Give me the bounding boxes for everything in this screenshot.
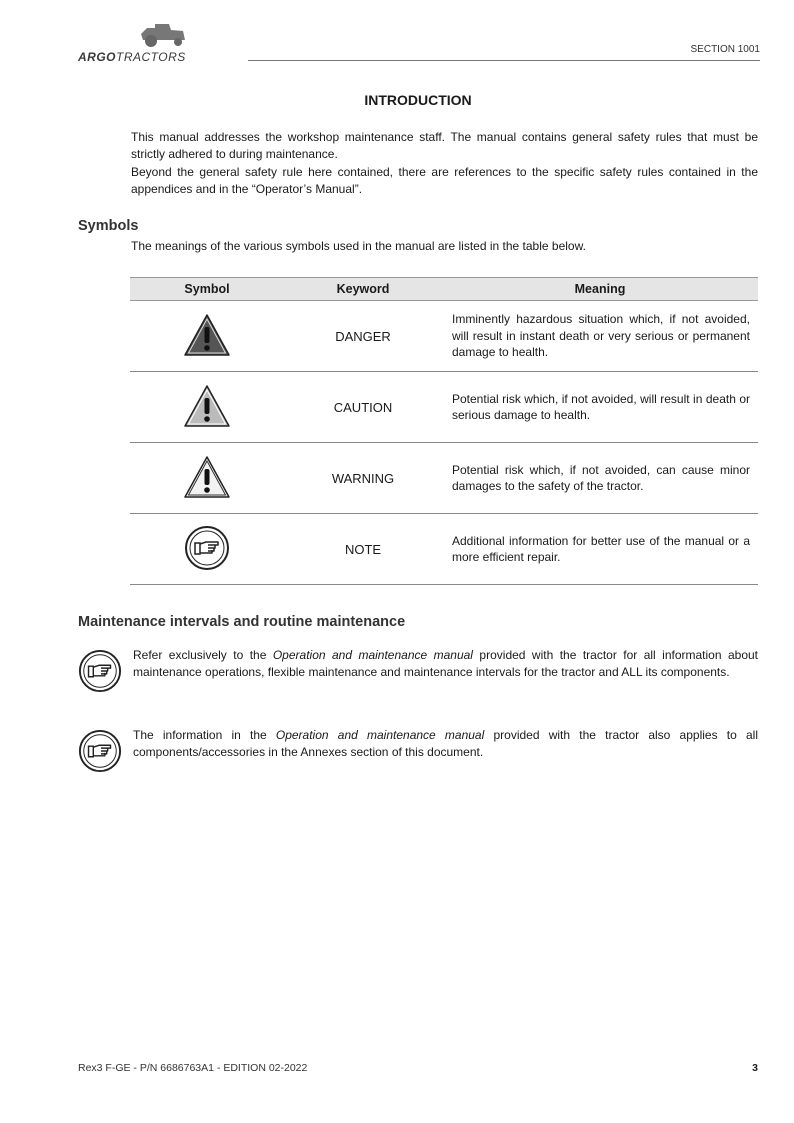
meaning-cell: Imminently hazardous situation which, if not avoided, will result in instant death or very serious or permanent damage to health.	[442, 301, 758, 372]
maintenance-note-1	[78, 647, 758, 681]
table-row	[130, 443, 758, 514]
argo-tractors-logo	[78, 22, 198, 64]
note-text-italic: Operation and maintenance manual	[272, 648, 473, 662]
note-text-italic: Operation and maintenance manual	[275, 728, 485, 742]
table-row	[130, 514, 758, 585]
warning-triangle-icon	[183, 455, 231, 499]
tractor-logo-icon	[133, 22, 193, 48]
keyword-cell: NOTE	[284, 514, 442, 585]
intro-paragraph-2: Beyond the general safety rule here contained, there are references to the specific safety rules contained in the appendices and in the “Operator’s Manual”.	[131, 165, 758, 196]
logo-bold-text: ARGO	[78, 50, 116, 64]
page-header	[78, 22, 760, 64]
intro-paragraph-1: This manual addresses the workshop maintenance staff. The manual contains general safety rules that must be strictly adhered to during maintenance.	[131, 130, 758, 161]
maintenance-heading: Maintenance intervals and routine maintenance	[78, 614, 406, 630]
note-hand-icon	[184, 525, 230, 571]
keyword-cell: CAUTION	[284, 372, 442, 443]
maintenance-note-2	[78, 727, 758, 761]
logo-rest-text: TRACTORS	[116, 50, 186, 64]
symbols-description: The meanings of the various symbols used in the manual are listed in the table below.	[131, 239, 586, 253]
note-hand-icon	[78, 729, 122, 773]
meaning-cell: Potential risk which, if not avoided, can cause minor damages to the safety of the tractor.	[442, 443, 758, 514]
column-header-meaning: Meaning	[442, 278, 758, 301]
symbols-heading: Symbols	[78, 218, 139, 234]
table-row	[130, 301, 758, 372]
page-number: 3	[752, 1062, 758, 1074]
meaning-cell: Additional information for better use of the manual or a more efficient repair.	[442, 514, 758, 585]
note-text-pre: Refer exclusively to the	[133, 648, 273, 662]
keyword-cell: DANGER	[284, 301, 442, 372]
symbols-table	[130, 277, 758, 585]
note-text-post: provided with the tractor for all information about maintenance operations, flexible maintenance and maintenance intervals for the tractor and ALL its components.	[133, 648, 759, 679]
keyword-cell: WARNING	[284, 443, 442, 514]
column-header-keyword: Keyword	[284, 278, 442, 301]
note-text-post: provided with the tractor also applies to all components/accessories in the Annexes section of this document.	[133, 728, 759, 759]
footer-document-id: Rex3 F-GE - P/N 6686763A1 - EDITION 02-2022	[78, 1062, 308, 1074]
meaning-cell: Potential risk which, if not avoided, will result in death or serious damage to health.	[442, 372, 758, 443]
note-hand-icon	[78, 649, 122, 693]
page-title: INTRODUCTION	[364, 92, 472, 108]
table-header-row	[130, 278, 758, 301]
table-row	[130, 372, 758, 443]
caution-triangle-icon	[183, 384, 231, 428]
column-header-symbol: Symbol	[130, 278, 284, 301]
section-label: SECTION 1001	[690, 44, 760, 55]
header-divider	[248, 60, 760, 61]
intro-text	[131, 129, 758, 199]
danger-triangle-icon	[183, 313, 231, 357]
note-text-pre: The information in the	[133, 728, 276, 742]
